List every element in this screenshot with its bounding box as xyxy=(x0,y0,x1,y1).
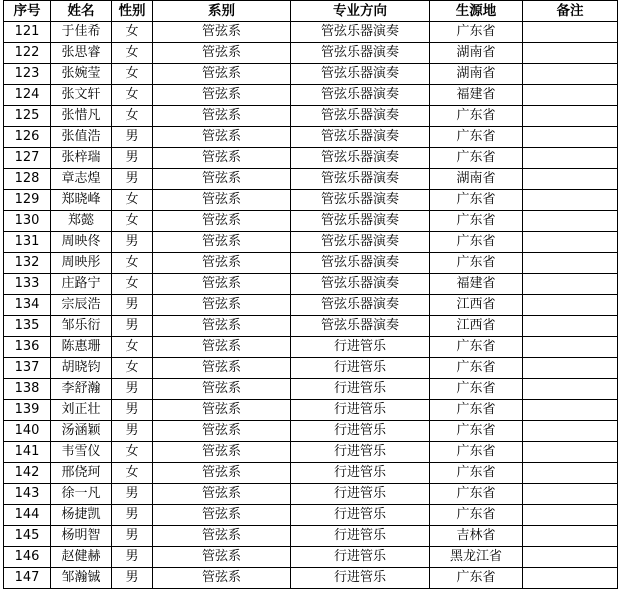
cell-gender: 男 xyxy=(112,547,153,568)
cell-number: 126 xyxy=(4,127,51,148)
cell-number: 138 xyxy=(4,379,51,400)
cell-name: 张值浩 xyxy=(51,127,112,148)
cell-number: 134 xyxy=(4,295,51,316)
cell-department: 管弦系 xyxy=(153,295,291,316)
cell-remarks xyxy=(523,526,618,547)
cell-name: 韦雪仪 xyxy=(51,442,112,463)
table-row xyxy=(4,337,618,358)
cell-major: 管弦乐器演奏 xyxy=(291,295,430,316)
cell-origin: 广东省 xyxy=(430,463,523,484)
cell-major: 管弦乐器演奏 xyxy=(291,127,430,148)
cell-number: 122 xyxy=(4,43,51,64)
cell-origin: 广东省 xyxy=(430,190,523,211)
cell-major: 管弦乐器演奏 xyxy=(291,211,430,232)
cell-origin: 广东省 xyxy=(430,127,523,148)
cell-name: 张婉莹 xyxy=(51,64,112,85)
cell-major: 管弦乐器演奏 xyxy=(291,106,430,127)
cell-major: 管弦乐器演奏 xyxy=(291,232,430,253)
table-row xyxy=(4,505,618,526)
cell-name: 赵健赫 xyxy=(51,547,112,568)
cell-gender: 男 xyxy=(112,379,153,400)
cell-number: 133 xyxy=(4,274,51,295)
cell-major: 管弦乐器演奏 xyxy=(291,274,430,295)
table-row xyxy=(4,190,618,211)
cell-name: 郑懿 xyxy=(51,211,112,232)
cell-origin: 广东省 xyxy=(430,421,523,442)
cell-gender: 女 xyxy=(112,253,153,274)
cell-name: 刘正壮 xyxy=(51,400,112,421)
cell-department: 管弦系 xyxy=(153,190,291,211)
cell-name: 张思睿 xyxy=(51,43,112,64)
table-row xyxy=(4,547,618,568)
cell-department: 管弦系 xyxy=(153,505,291,526)
cell-origin: 广东省 xyxy=(430,253,523,274)
cell-remarks xyxy=(523,64,618,85)
cell-gender: 女 xyxy=(112,85,153,106)
cell-major: 行进管乐 xyxy=(291,463,430,484)
table-row xyxy=(4,526,618,547)
table-body xyxy=(4,22,618,589)
cell-number: 137 xyxy=(4,358,51,379)
cell-remarks xyxy=(523,505,618,526)
cell-origin: 广东省 xyxy=(430,358,523,379)
cell-department: 管弦系 xyxy=(153,442,291,463)
header-name: 姓名 xyxy=(51,1,112,22)
cell-origin: 广东省 xyxy=(430,442,523,463)
cell-department: 管弦系 xyxy=(153,568,291,589)
cell-origin: 吉林省 xyxy=(430,526,523,547)
cell-major: 管弦乐器演奏 xyxy=(291,148,430,169)
table-row xyxy=(4,484,618,505)
cell-department: 管弦系 xyxy=(153,106,291,127)
cell-remarks xyxy=(523,127,618,148)
header-row xyxy=(4,1,618,22)
cell-origin: 江西省 xyxy=(430,295,523,316)
cell-name: 宗辰浩 xyxy=(51,295,112,316)
table-row xyxy=(4,211,618,232)
cell-gender: 女 xyxy=(112,43,153,64)
cell-name: 郑晓峰 xyxy=(51,190,112,211)
cell-number: 132 xyxy=(4,253,51,274)
cell-name: 张梓瑞 xyxy=(51,148,112,169)
cell-remarks xyxy=(523,358,618,379)
table-row xyxy=(4,442,618,463)
cell-major: 行进管乐 xyxy=(291,379,430,400)
cell-origin: 湖南省 xyxy=(430,43,523,64)
cell-remarks xyxy=(523,190,618,211)
table-row xyxy=(4,169,618,190)
cell-number: 130 xyxy=(4,211,51,232)
cell-department: 管弦系 xyxy=(153,526,291,547)
cell-remarks xyxy=(523,295,618,316)
cell-gender: 男 xyxy=(112,127,153,148)
cell-gender: 男 xyxy=(112,400,153,421)
cell-origin: 黑龙江省 xyxy=(430,547,523,568)
cell-number: 140 xyxy=(4,421,51,442)
cell-department: 管弦系 xyxy=(153,337,291,358)
cell-number: 144 xyxy=(4,505,51,526)
table-row xyxy=(4,379,618,400)
header-major: 专业方向 xyxy=(291,1,430,22)
cell-name: 邹乐衍 xyxy=(51,316,112,337)
cell-remarks xyxy=(523,421,618,442)
cell-major: 管弦乐器演奏 xyxy=(291,64,430,85)
table-row xyxy=(4,148,618,169)
cell-gender: 男 xyxy=(112,421,153,442)
header-department: 系别 xyxy=(153,1,291,22)
cell-department: 管弦系 xyxy=(153,274,291,295)
cell-gender: 男 xyxy=(112,232,153,253)
cell-name: 周映佟 xyxy=(51,232,112,253)
cell-number: 129 xyxy=(4,190,51,211)
cell-name: 胡晓钧 xyxy=(51,358,112,379)
cell-gender: 女 xyxy=(112,106,153,127)
cell-origin: 广东省 xyxy=(430,568,523,589)
header-remarks: 备注 xyxy=(523,1,618,22)
cell-department: 管弦系 xyxy=(153,148,291,169)
cell-number: 124 xyxy=(4,85,51,106)
table-row xyxy=(4,253,618,274)
cell-department: 管弦系 xyxy=(153,358,291,379)
cell-major: 行进管乐 xyxy=(291,526,430,547)
cell-name: 邢侥珂 xyxy=(51,463,112,484)
cell-remarks xyxy=(523,253,618,274)
cell-gender: 男 xyxy=(112,169,153,190)
cell-gender: 男 xyxy=(112,568,153,589)
cell-origin: 湖南省 xyxy=(430,64,523,85)
table-row xyxy=(4,295,618,316)
table-row xyxy=(4,568,618,589)
cell-major: 行进管乐 xyxy=(291,505,430,526)
cell-number: 128 xyxy=(4,169,51,190)
cell-gender: 女 xyxy=(112,463,153,484)
cell-remarks xyxy=(523,211,618,232)
cell-origin: 广东省 xyxy=(430,22,523,43)
cell-number: 139 xyxy=(4,400,51,421)
cell-number: 141 xyxy=(4,442,51,463)
cell-number: 125 xyxy=(4,106,51,127)
cell-number: 131 xyxy=(4,232,51,253)
cell-name: 于佳希 xyxy=(51,22,112,43)
cell-remarks xyxy=(523,169,618,190)
cell-name: 周映彤 xyxy=(51,253,112,274)
cell-major: 管弦乐器演奏 xyxy=(291,190,430,211)
cell-remarks xyxy=(523,85,618,106)
header-gender: 性别 xyxy=(112,1,153,22)
cell-number: 127 xyxy=(4,148,51,169)
cell-gender: 男 xyxy=(112,526,153,547)
cell-name: 庄路宁 xyxy=(51,274,112,295)
cell-gender: 女 xyxy=(112,442,153,463)
cell-remarks xyxy=(523,442,618,463)
cell-remarks xyxy=(523,568,618,589)
cell-name: 张文轩 xyxy=(51,85,112,106)
table-row xyxy=(4,421,618,442)
cell-gender: 男 xyxy=(112,148,153,169)
cell-department: 管弦系 xyxy=(153,421,291,442)
cell-gender: 女 xyxy=(112,358,153,379)
cell-gender: 女 xyxy=(112,211,153,232)
student-list-table xyxy=(3,0,618,589)
cell-major: 管弦乐器演奏 xyxy=(291,253,430,274)
header-number: 序号 xyxy=(4,1,51,22)
cell-major: 行进管乐 xyxy=(291,421,430,442)
cell-remarks xyxy=(523,106,618,127)
cell-department: 管弦系 xyxy=(153,253,291,274)
cell-name: 章志煌 xyxy=(51,169,112,190)
cell-remarks xyxy=(523,337,618,358)
cell-number: 147 xyxy=(4,568,51,589)
cell-major: 行进管乐 xyxy=(291,547,430,568)
table-row xyxy=(4,64,618,85)
cell-remarks xyxy=(523,316,618,337)
cell-department: 管弦系 xyxy=(153,127,291,148)
cell-origin: 广东省 xyxy=(430,505,523,526)
cell-gender: 女 xyxy=(112,337,153,358)
cell-remarks xyxy=(523,232,618,253)
cell-remarks xyxy=(523,148,618,169)
cell-origin: 广东省 xyxy=(430,379,523,400)
cell-name: 张惜凡 xyxy=(51,106,112,127)
cell-department: 管弦系 xyxy=(153,232,291,253)
cell-gender: 男 xyxy=(112,505,153,526)
cell-remarks xyxy=(523,463,618,484)
cell-department: 管弦系 xyxy=(153,43,291,64)
cell-origin: 广东省 xyxy=(430,337,523,358)
cell-remarks xyxy=(523,400,618,421)
cell-remarks xyxy=(523,379,618,400)
table-row xyxy=(4,358,618,379)
cell-origin: 广东省 xyxy=(430,106,523,127)
cell-major: 行进管乐 xyxy=(291,442,430,463)
cell-major: 管弦乐器演奏 xyxy=(291,316,430,337)
cell-name: 汤涵颖 xyxy=(51,421,112,442)
cell-origin: 福建省 xyxy=(430,274,523,295)
cell-department: 管弦系 xyxy=(153,316,291,337)
table-row xyxy=(4,400,618,421)
table-row xyxy=(4,43,618,64)
cell-department: 管弦系 xyxy=(153,169,291,190)
cell-origin: 湖南省 xyxy=(430,169,523,190)
table-row xyxy=(4,85,618,106)
cell-number: 143 xyxy=(4,484,51,505)
cell-department: 管弦系 xyxy=(153,22,291,43)
cell-remarks xyxy=(523,22,618,43)
cell-remarks xyxy=(523,274,618,295)
cell-major: 管弦乐器演奏 xyxy=(291,169,430,190)
cell-department: 管弦系 xyxy=(153,463,291,484)
cell-name: 陈惠珊 xyxy=(51,337,112,358)
cell-gender: 女 xyxy=(112,190,153,211)
cell-gender: 女 xyxy=(112,22,153,43)
cell-remarks xyxy=(523,484,618,505)
cell-number: 123 xyxy=(4,64,51,85)
table-row xyxy=(4,274,618,295)
cell-origin: 广东省 xyxy=(430,148,523,169)
cell-department: 管弦系 xyxy=(153,547,291,568)
cell-major: 行进管乐 xyxy=(291,400,430,421)
cell-origin: 福建省 xyxy=(430,85,523,106)
cell-name: 邹瀚铖 xyxy=(51,568,112,589)
cell-department: 管弦系 xyxy=(153,85,291,106)
cell-major: 行进管乐 xyxy=(291,484,430,505)
cell-department: 管弦系 xyxy=(153,64,291,85)
table-row xyxy=(4,22,618,43)
table-row xyxy=(4,463,618,484)
cell-name: 李舒瀚 xyxy=(51,379,112,400)
cell-major: 行进管乐 xyxy=(291,568,430,589)
cell-name: 杨明智 xyxy=(51,526,112,547)
cell-department: 管弦系 xyxy=(153,211,291,232)
header-origin: 生源地 xyxy=(430,1,523,22)
cell-remarks xyxy=(523,43,618,64)
cell-gender: 男 xyxy=(112,295,153,316)
cell-remarks xyxy=(523,547,618,568)
cell-department: 管弦系 xyxy=(153,400,291,421)
cell-gender: 女 xyxy=(112,274,153,295)
cell-gender: 男 xyxy=(112,316,153,337)
cell-major: 管弦乐器演奏 xyxy=(291,22,430,43)
cell-number: 145 xyxy=(4,526,51,547)
cell-number: 136 xyxy=(4,337,51,358)
cell-major: 行进管乐 xyxy=(291,358,430,379)
cell-number: 142 xyxy=(4,463,51,484)
table-row xyxy=(4,106,618,127)
cell-department: 管弦系 xyxy=(153,379,291,400)
cell-major: 行进管乐 xyxy=(291,337,430,358)
table-row xyxy=(4,316,618,337)
cell-gender: 女 xyxy=(112,64,153,85)
table-row xyxy=(4,232,618,253)
cell-origin: 广东省 xyxy=(430,484,523,505)
cell-origin: 江西省 xyxy=(430,316,523,337)
cell-major: 管弦乐器演奏 xyxy=(291,85,430,106)
cell-name: 杨捷凯 xyxy=(51,505,112,526)
cell-number: 146 xyxy=(4,547,51,568)
table-row xyxy=(4,127,618,148)
cell-origin: 广东省 xyxy=(430,232,523,253)
cell-name: 徐一凡 xyxy=(51,484,112,505)
cell-number: 121 xyxy=(4,22,51,43)
cell-major: 管弦乐器演奏 xyxy=(291,43,430,64)
cell-department: 管弦系 xyxy=(153,484,291,505)
cell-gender: 男 xyxy=(112,484,153,505)
cell-origin: 广东省 xyxy=(430,400,523,421)
cell-number: 135 xyxy=(4,316,51,337)
cell-origin: 广东省 xyxy=(430,211,523,232)
